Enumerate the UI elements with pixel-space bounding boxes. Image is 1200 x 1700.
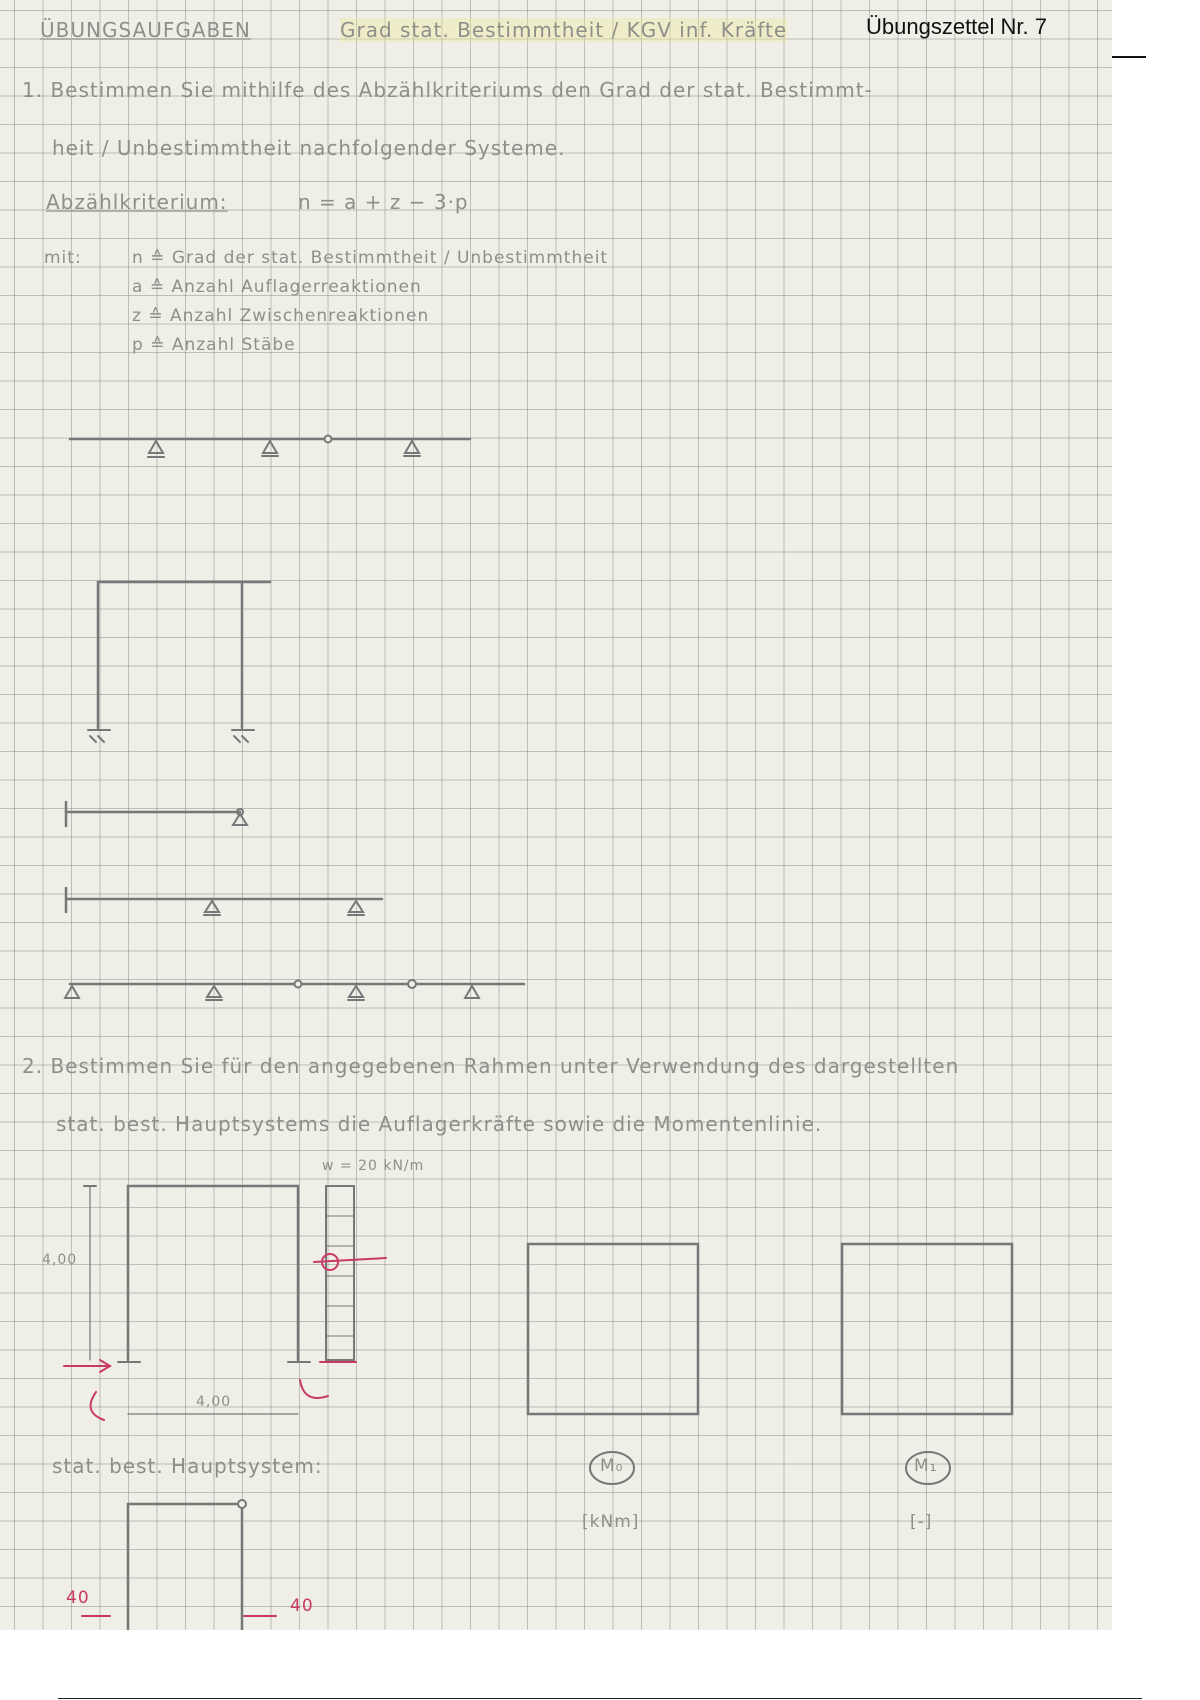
legend-item-z: z ≙ Anzahl Zwischenreaktionen (132, 306, 430, 326)
task2-text-line1: 2. Bestimmen Sie für den angegebenen Rahmen unter Verwendung des dargestellten (22, 1054, 960, 1078)
width-dimension-label: 4,00 (196, 1394, 232, 1410)
task2-frame (84, 1186, 354, 1414)
task1-text-line2: heit / Unbestimmtheit nachfolgender Systeme. (52, 136, 566, 160)
main-system-frame (128, 1500, 246, 1630)
page-footer-rule (58, 1698, 1142, 1699)
legend-prefix: mit: (44, 248, 82, 268)
margin-dash (1112, 56, 1146, 58)
m0-unit: [kNm] (582, 1512, 640, 1532)
criterion-label: Abzählkriterium: (46, 190, 228, 214)
sheet-number-label: Übungszettel Nr. 7 (866, 14, 1047, 39)
force-right-label: 40 (290, 1596, 314, 1616)
m1-circle (906, 1452, 950, 1484)
legend-item-n: n ≙ Grad der stat. Bestimmtheit / Unbestimmtheit (132, 248, 609, 268)
legend-item-a: a ≙ Anzahl Auflagerreaktionen (132, 277, 422, 297)
height-dimension-label: 4,00 (42, 1252, 78, 1268)
system4-beam-two-rollers (66, 888, 382, 915)
system5-gerber-beam (65, 980, 524, 1000)
system1-continuous-beam (70, 436, 470, 458)
worksheet-heading: ÜBUNGSAUFGABEN (40, 18, 251, 42)
m0-frame (528, 1244, 698, 1414)
force-left-label: 40 (66, 1588, 90, 1608)
m0-label: M₀ (600, 1456, 624, 1476)
legend-item-p: p ≙ Anzahl Stäbe (132, 335, 296, 355)
main-system-label: stat. best. Hauptsystem: (52, 1454, 323, 1478)
m1-unit: [-] (910, 1512, 933, 1532)
m1-frame (842, 1244, 1012, 1414)
red-annotations (64, 1254, 386, 1616)
worksheet-topic: Grad stat. Bestimmtheit / KGV inf. Kräfte (340, 18, 788, 42)
task2-text-line2: stat. best. Hauptsystems die Auflagerkräfte sowie die Momentenlinie. (56, 1112, 823, 1136)
system2-portal-frame (88, 582, 270, 742)
criterion-formula: n = a + z − 3·p (298, 190, 469, 214)
m1-label: M₁ (914, 1456, 938, 1476)
load-label: w = 20 kN/m (322, 1158, 425, 1174)
m0-circle (590, 1452, 634, 1484)
system3-clamped-beam (66, 802, 247, 826)
task1-text-line1: 1. Bestimmen Sie mithilfe des Abzählkriteriums den Grad der stat. Bestimmt- (22, 78, 873, 102)
